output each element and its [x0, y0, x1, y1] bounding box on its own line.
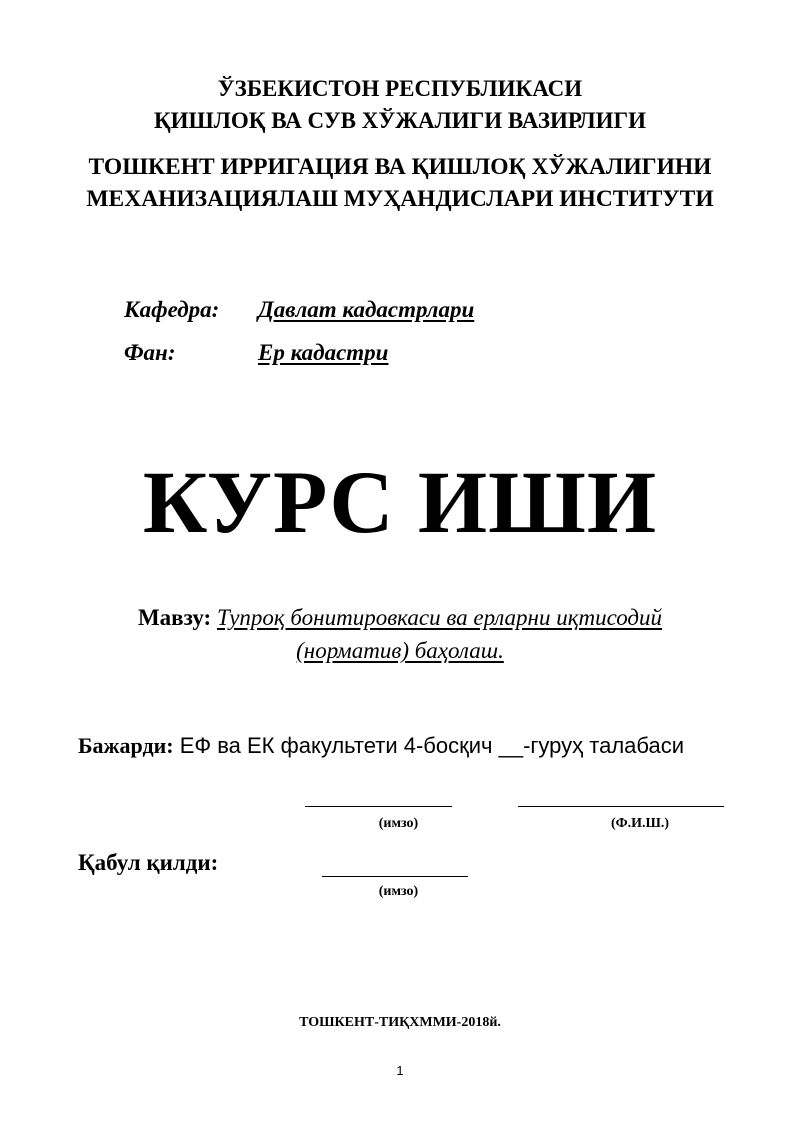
- topic-label: Мавзу:: [137, 605, 212, 630]
- student-name-line: [518, 806, 724, 807]
- subject-label: Фан:: [124, 340, 176, 365]
- performed-text: ЕФ ва ЕК факультети 4-босқич __-гуруҳ талабаси: [179, 733, 685, 758]
- topic-text-1: Тупроқ бонитировкаси ва ерларни иқтисодий: [216, 605, 663, 630]
- accepted-label: Қабул қилди:: [78, 850, 219, 875]
- document-title: КУРС ИШИ: [142, 454, 658, 552]
- performed-line: [78, 733, 684, 759]
- department-value: Давлат кадастрлари: [258, 297, 475, 322]
- accepted-signature-line: [322, 876, 468, 877]
- accepted-signature-caption: (имзо): [378, 884, 419, 899]
- topic-line2: [0, 638, 800, 664]
- student-signature-line: [305, 806, 452, 807]
- header-institute-line2: МЕХАНИЗАЦИЯЛАШ МУҲАНДИСЛАРИ ИНСТИТУТИ: [86, 186, 714, 212]
- header-ministry: ҚИШЛОҚ ВА СУВ ХЎЖАЛИГИ ВАЗИРЛИГИ: [153, 108, 647, 133]
- header-country: ЎЗБЕКИСТОН РЕСПУБЛИКАСИ: [217, 76, 583, 101]
- header-institute-line1: ТОШКЕНТ ИРРИГАЦИЯ ВА ҚИШЛОҚ ХЎЖАЛИГИНИ: [88, 154, 712, 180]
- page-number: 1: [396, 1063, 404, 1078]
- subject-value: Ер кадастри: [258, 340, 389, 365]
- topic-text-2: (норматив) баҳолаш.: [296, 638, 504, 663]
- performed-label: Бажарди:: [78, 733, 174, 758]
- student-name-caption: (Ф.И.Ш.): [610, 816, 670, 831]
- student-signature-caption: (имзо): [378, 816, 419, 831]
- footer-city-year: ТОШКЕНТ-ТИҚХММИ-2018й.: [299, 1015, 501, 1030]
- topic-line1: [0, 605, 800, 631]
- department-label: Кафедра:: [124, 297, 220, 322]
